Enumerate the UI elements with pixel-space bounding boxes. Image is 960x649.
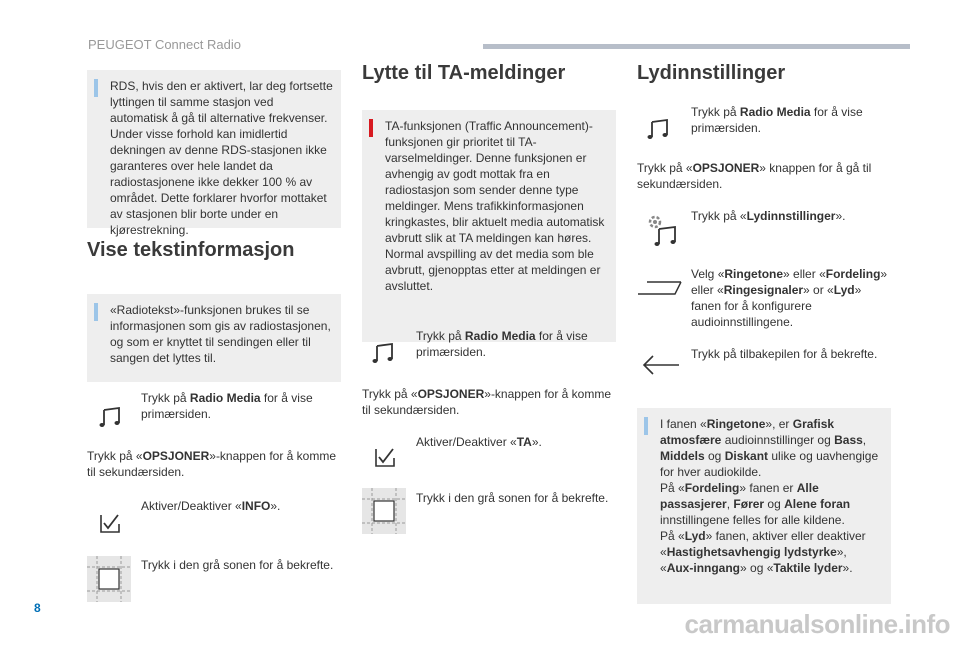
checkbox-icon xyxy=(99,512,121,534)
grey-zone-icon xyxy=(87,556,131,602)
music-note-icon xyxy=(647,118,671,140)
page-number: 8 xyxy=(34,601,41,615)
step-confirm xyxy=(362,488,616,534)
warning-box-text: TA-funksjonen (Traffic Announcement)-funksjonen gir prioritet til TA-varselmeldinger. Denne funksjonen er avhengig av godt mottak fra en radiostasjon som sender denne type meldinger. Mens trafikkinformasjonen kringkastes, blir aktuelt media automatisk avbrutt slik at TA meldingen kan høres. Normal avspilling av det media som ble avbrutt, gjenopptas etter at meldingen er avsluttet. xyxy=(385,119,605,293)
options-instruction: Trykk på «OPSJONER»-knappen for å komme til sekundærsiden. xyxy=(87,449,336,479)
step-text: Trykk på Radio Media for å vise primærsiden. xyxy=(691,105,863,135)
settings-music-icon xyxy=(645,212,679,248)
step-radio-media xyxy=(87,390,341,430)
step-text: Aktiver/Deaktiver «TA». xyxy=(416,435,542,449)
step-confirm xyxy=(87,556,341,602)
step-text: Aktiver/Deaktiver «INFO». xyxy=(141,499,281,513)
step-radio-media xyxy=(362,328,616,368)
step-text: Trykk i den grå sonen for å bekrefte. xyxy=(141,558,334,572)
step-back-arrow xyxy=(637,346,891,386)
step-toggle-ta xyxy=(362,434,616,474)
step-text: Trykk på «Lydinnstillinger». xyxy=(691,209,846,223)
music-note-icon xyxy=(99,406,123,428)
options-instruction: Trykk på «OPSJONER» knappen for å gå til sekundærsiden. xyxy=(637,161,872,191)
step-toggle-info xyxy=(87,498,341,538)
back-arrow-icon xyxy=(641,354,681,376)
step-select-tab xyxy=(637,266,891,330)
section-heading: Vise tekstinformasjon xyxy=(87,239,295,261)
info-box-audio xyxy=(637,408,891,604)
tab-icon xyxy=(637,280,683,296)
step-text: Trykk på Radio Media for å vise primærsiden. xyxy=(416,329,588,359)
step-text: Trykk i den grå sonen for å bekrefte. xyxy=(416,491,609,505)
grey-zone-icon xyxy=(362,488,406,534)
music-note-icon xyxy=(372,342,396,364)
header-rule xyxy=(483,44,910,49)
info-box-text: I fanen «Ringetone», er Grafisk atmosfære audioinnstillinger og Bass, Middels og Diskant ulike og uavhengige for hver audiokilde. På «Fordeling» fanen er Alle passasjerer, Fører og Alene foran innstillingene felles for alle kildene. På «Lyd» fanen, aktiver eller deaktiver «Hastighetsavhengig lydstyrke», «Aux-inngang» og «Taktile lyder». xyxy=(660,417,879,575)
step-sound-settings xyxy=(637,208,891,248)
header-title: PEUGEOT Connect Radio xyxy=(88,37,241,52)
info-marker xyxy=(94,303,98,321)
info-box-rds xyxy=(87,70,341,237)
checkbox-icon xyxy=(374,446,396,468)
info-box-text: «Radiotekst»-funksjonen brukes til se informasjonen som gis av radiostasjonen, og som er knyttet til sendingen eller til sangen det lyttes til. xyxy=(110,303,331,365)
options-instruction: Trykk på «OPSJONER»-knappen for å komme til sekundærsiden. xyxy=(362,387,611,417)
info-box-radiotext xyxy=(87,294,341,382)
info-marker xyxy=(644,417,648,435)
info-marker xyxy=(94,79,98,97)
step-radio-media xyxy=(637,104,891,144)
step-text: Velg «Ringetone» eller «Fordeling» eller «Ringesignaler» or «Lyd» fanen for å konfigurere audioinnstillingene. xyxy=(691,267,888,329)
step-text: Trykk på Radio Media for å vise primærsiden. xyxy=(141,391,313,421)
section-heading: Lydinnstillinger xyxy=(637,62,786,84)
warning-box-ta xyxy=(362,110,616,342)
info-box-text: RDS, hvis den er aktivert, lar deg fortsette lyttingen til samme stasjon ved automatisk å gå til alternative frekvenser. Under visse forhold kan imidlertid dekningen av denne RDS-stasjonen ikke garanteres over hele landet da radiostasjonene ikke dekker 100 % av området. Dette forklarer hvorfor mottaket av stasjonen blir borte under en kjørestrekning. xyxy=(110,79,333,237)
warning-marker xyxy=(369,119,373,137)
section-heading: Lytte til TA-meldinger xyxy=(362,62,566,84)
step-text: Trykk på tilbakepilen for å bekrefte. xyxy=(691,347,878,361)
watermark: carmanualsonline.info xyxy=(684,609,950,639)
